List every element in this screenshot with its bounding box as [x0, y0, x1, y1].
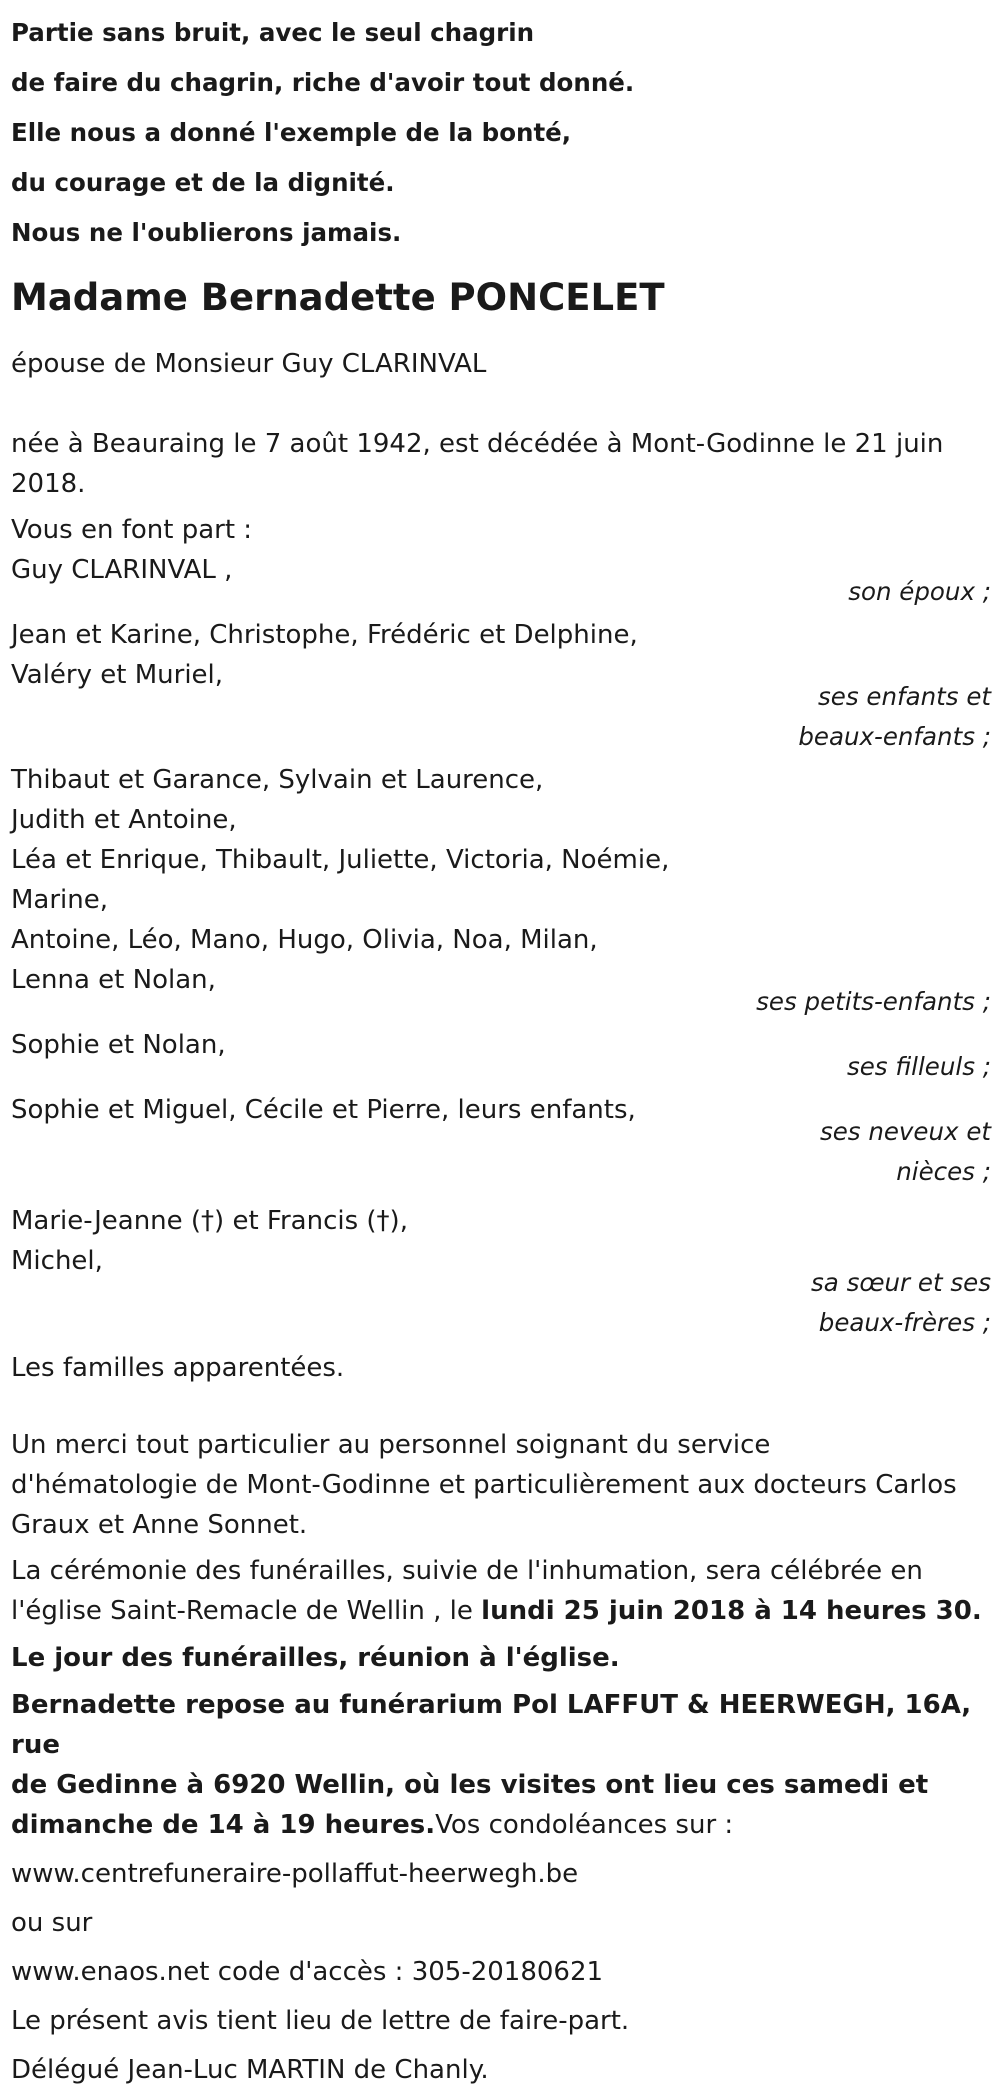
- poem-line: de faire du chagrin, riche d'avoir tout donné.: [11, 68, 635, 97]
- funerarium-line: [11, 1805, 991, 1845]
- family-relation: beaux-enfants ;: [798, 722, 991, 751]
- family-names: Léa et Enrique, Thibault, Juliette, Victoria, Noémie,: [11, 845, 670, 875]
- delegate-line: Délégué Jean-Luc MARTIN de Chanly.: [11, 2055, 489, 2085]
- families-line: Les familles apparentées.: [11, 1353, 345, 1383]
- ceremony-line: [11, 1591, 991, 1631]
- family-relation: sa sœur et ses: [811, 1268, 991, 1297]
- family-group: [11, 1201, 991, 1343]
- family-list: [11, 550, 991, 1343]
- family-group: [11, 760, 991, 1022]
- poem: [11, 8, 991, 258]
- family-names: Lenna et Nolan,: [11, 965, 216, 995]
- family-group: [11, 615, 991, 757]
- family-group: [11, 1025, 991, 1087]
- family-names: Marine,: [11, 885, 109, 915]
- poem-line: Nous ne l'oublierons jamais.: [11, 218, 402, 247]
- family-relation: ses enfants et: [818, 682, 991, 711]
- website-link-2[interactable]: www.enaos.net code d'accès : 305-20180621: [11, 1957, 604, 1987]
- family-names: Guy CLARINVAL ,: [11, 555, 233, 585]
- funerarium-line: de Gedinne à 6920 Wellin, où les visites ont lieu ces samedi et: [11, 1770, 929, 1800]
- poem-line: Elle nous a donné l'exemple de la bonté,: [11, 118, 572, 147]
- or-on-line: ou sur: [11, 1908, 93, 1938]
- family-relation: ses neveux et: [819, 1117, 991, 1146]
- family-relation: ses filleuls ;: [846, 1052, 991, 1081]
- family-relation: beaux-frères ;: [818, 1308, 991, 1337]
- family-names: Sophie et Miguel, Cécile et Pierre, leurs enfants,: [11, 1095, 636, 1125]
- family-group: [11, 1090, 991, 1192]
- thanks-line: d'hématologie de Mont-Godinne et particulièrement aux docteurs Carlos: [11, 1470, 957, 1500]
- poem-line: Partie sans bruit, avec le seul chagrin: [11, 18, 535, 47]
- reunion-line: Le jour des funérailles, réunion à l'église.: [11, 1643, 620, 1673]
- intro-line: Vous en font part :: [11, 515, 253, 545]
- family-names: Sophie et Nolan,: [11, 1030, 226, 1060]
- family-names: Antoine, Léo, Mano, Hugo, Olivia, Noa, Milan,: [11, 925, 598, 955]
- spouse-line: épouse de Monsieur Guy CLARINVAL: [11, 349, 487, 379]
- website-link-1[interactable]: www.centrefuneraire-pollaffut-heerwegh.be: [11, 1859, 579, 1889]
- obituary-content: [11, 8, 991, 2090]
- ceremony-place: l'église Saint-Remacle de Wellin , le: [11, 1596, 482, 1626]
- family-relation: nièces ;: [896, 1157, 991, 1186]
- family-names: Thibaut et Garance, Sylvain et Laurence,: [11, 765, 544, 795]
- ceremony-line: La cérémonie des funérailles, suivie de l'inhumation, sera célébrée en: [11, 1556, 923, 1586]
- family-names: Marie-Jeanne (†) et Francis (†),: [11, 1206, 408, 1236]
- family-group: [11, 550, 991, 612]
- family-names: Valéry et Muriel,: [11, 660, 224, 690]
- poem-line: du courage et de la dignité.: [11, 168, 395, 197]
- family-names: Michel,: [11, 1246, 103, 1276]
- thanks-line: Un merci tout particulier au personnel soignant du service: [11, 1430, 771, 1460]
- deceased-name: Madame Bernadette PONCELET: [11, 276, 665, 319]
- condolences-label: Vos condoléances sur :: [435, 1810, 734, 1840]
- visiting-hours: dimanche de 14 à 19 heures.: [11, 1810, 436, 1840]
- ceremony-paragraph: [11, 1551, 991, 1631]
- birth-death-line: 2018.: [11, 469, 86, 499]
- ceremony-date: lundi 25 juin 2018 à 14 heures 30.: [481, 1596, 982, 1626]
- notice-line: Le présent avis tient lieu de lettre de faire-part.: [11, 2006, 630, 2036]
- birth-death-line: née à Beauraing le 7 août 1942, est décédée à Mont-Godinne le 21 juin: [11, 429, 944, 459]
- thanks-line: Graux et Anne Sonnet.: [11, 1510, 308, 1540]
- family-names: Judith et Antoine,: [11, 805, 237, 835]
- birth-death-info: [11, 424, 991, 504]
- funerarium-paragraph: [11, 1685, 991, 1845]
- funerarium-line: Bernadette repose au funérarium Pol LAFFUT & HEERWEGH, 16A, rue: [11, 1690, 972, 1760]
- family-relation: son époux ;: [848, 577, 991, 606]
- family-names: Jean et Karine, Christophe, Frédéric et Delphine,: [11, 620, 638, 650]
- thanks-paragraph: [11, 1425, 991, 1545]
- family-relation: ses petits-enfants ;: [756, 987, 991, 1016]
